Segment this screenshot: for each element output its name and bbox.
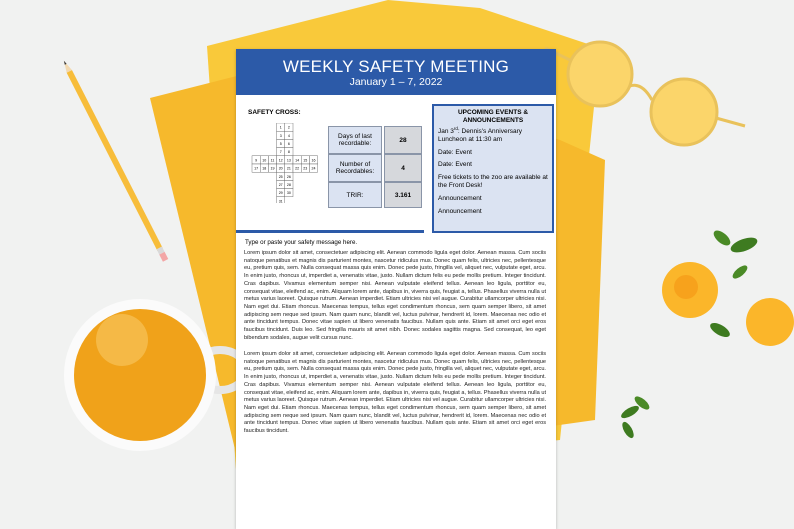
cross-day-number: 27 — [278, 182, 283, 187]
stat-label-days: Days of last recordable: — [328, 126, 382, 154]
event-date-2: Date: Event — [438, 161, 472, 168]
stat-value-recordables: 4 — [384, 154, 422, 182]
cross-day-number: 25 — [278, 174, 283, 179]
yellow-roses — [619, 228, 794, 440]
stat-label-recordables: Number of Recordables: — [328, 154, 382, 182]
cross-day-number: 23 — [303, 166, 308, 171]
cross-day-number: 3 — [279, 133, 282, 138]
cross-day-number: 19 — [270, 166, 275, 171]
cross-day-number: 4 — [287, 133, 290, 138]
page-title: WEEKLY SAFETY MEETING — [282, 57, 510, 76]
event-date-1: Date: Event — [438, 149, 472, 156]
message-paragraph-1: Lorem ipsum dolor sit amet, consectetuer adipiscing elit. Aenean commodo ligula eget dolor. Aenean massa. Cum sociis natoque penatibus et magnis dis parturient montes, nascetur ridiculus mus. Donec quam felis, ultricies nec, pellentesque eu, pretium quis, sem. Nulla consequat massa quis enim. Donec pede justo, fringilla vel, aliquet nec, vulputate eget, arcu. In enim justo, rhoncus ut, imperdiet a, venenatis vitae, justo. Nullam dictum felis eu pede mollis pretium. Integer tincidunt. Cras dapibus. Vivamus elementum semper nisi. Aenean vulputate eleifend tellus. Aenean leo ligula, porttitor eu, consequat vitae, eleifend ac, enim. Aliquam lorem ante, dapibus in, viverra quis, feugiat a, tellus. Phasellus viverra nulla ut metus varius laoreet. Quisque rutrum. Aenean imperdiet. Etiam ultricies nisi vel augue. Curabitur ullamcorper ultricies nisi. Nam eget dui. Etiam rhoncus. Maecenas tempus, tellus eget condimentum rhoncus, sem quam semper libero, sit amet adipiscing sem neque sed ipsum. Nam quam nunc, blandit vel, luctus pulvinar, hendrerit id, lorem. Maecenas nec odio et ante tincidunt tempus. Donec vitae sapien ut libero venenatis faucibus. Nullam quis ante. Etiam sit amet orci eget eros faucibus tincidunt. Duis leo. Sed fringilla mauris sit amet nibh. Donec sodales sagittis magna. Sed consequat, leo eget bibendum sodales, augue velit cursus nunc. — [244, 250, 546, 341]
event-jan: Jan 3rd: Dennis's Anniversary Luncheon at 11:30 am — [438, 125, 523, 143]
events-box — [432, 104, 554, 233]
cross-day-number: 29 — [278, 191, 283, 196]
stat-value-trir: 3.161 — [384, 182, 422, 208]
stat-value-days: 28 — [384, 126, 422, 154]
cross-day-number: 24 — [311, 166, 316, 171]
pencil — [61, 59, 168, 261]
cross-day-number: 30 — [286, 191, 291, 196]
cross-day-number: 20 — [278, 166, 283, 171]
cross-day-number: 9 — [255, 158, 258, 163]
cross-day-number: 18 — [262, 166, 267, 171]
cross-day-number: 31 — [278, 199, 283, 203]
cross-day-number: 15 — [303, 158, 308, 163]
stat-label-trir: TRIR: — [328, 182, 382, 208]
cross-day-number: 13 — [286, 158, 291, 163]
cross-day-number: 26 — [286, 174, 291, 179]
cross-day-number: 17 — [254, 166, 259, 171]
message-intro: Type or paste your safety message here. — [245, 239, 358, 246]
announcement-2: Announcement — [438, 208, 482, 215]
cross-day-number: 28 — [286, 182, 291, 187]
safety-cross-title: SAFETY CROSS: — [248, 109, 301, 116]
cross-day-number: 16 — [311, 158, 316, 163]
cross-day-number: 7 — [279, 150, 282, 155]
cross-day-number: 12 — [278, 158, 283, 163]
cross-day-number: 21 — [286, 166, 291, 171]
date-range: January 1 – 7, 2022 — [349, 76, 443, 88]
announcement-1: Announcement — [438, 195, 482, 202]
safety-cross-grid — [246, 123, 326, 203]
cross-day-number: 1 — [279, 125, 282, 130]
events-title: UPCOMING EVENTS & ANNOUNCEMENTS — [457, 109, 529, 124]
cross-day-number: 11 — [270, 158, 275, 163]
cross-day-number: 2 — [287, 125, 290, 130]
safety-meeting-page — [236, 49, 556, 529]
cross-day-number: 5 — [279, 141, 282, 146]
cross-day-number: 14 — [295, 158, 300, 163]
header-banner — [236, 49, 556, 95]
message-paragraph-2: Lorem ipsum dolor sit amet, consectetuer adipiscing elit. Aenean commodo ligula eget dolor. Aenean massa. Cum sociis natoque penatibus et magnis dis parturient montes, nascetur ridiculus mus. Donec quam felis, ultricies nec, pellentesque eu, pretium quis, sem. Nulla consequat massa quis enim. Donec pede justo, fringilla vel, aliquet nec, vulputate eget, arcu. In enim justo, rhoncus ut, imperdiet a, venenatis vitae, justo. Nullam dictum felis eu pede mollis pretium. Integer tincidunt. Cras dapibus. Vivamus elementum semper nisi. Aenean vulputate eleifend tellus. Aenean leo ligula, porttitor eu, consequat vitae, eleifend ac, enim. Aliquam lorem ante, dapibus in, viverra quis, feugiat a, tellus. Phasellus viverra nulla ut metus varius laoreet. Quisque rutrum. Aenean imperdiet. Etiam ultricies nisi vel augue. Curabitur ullamcorper ultricies nisi. Nam eget dui. Etiam rhoncus. Maecenas tempus, tellus eget condimentum rhoncus, sem quam semper libero, sit amet adipiscing sem neque sed ipsum. Nam quam nunc, blandit vel, luctus pulvinar, hendrerit id, lorem. Maecenas nec odio et ante tincidunt tempus. Donec vitae sapien ut libero venenatis faucibus. Nullam quis ante. Etiam sit amet orci eget eros faucibus tincidunt. — [244, 351, 546, 435]
cross-day-number: 6 — [287, 141, 290, 146]
event-zoo: Free tickets to the zoo are available at the Front Desk! — [438, 174, 548, 189]
cross-day-number: 22 — [295, 166, 300, 171]
cross-day-number: 8 — [287, 150, 290, 155]
section-divider — [236, 230, 424, 233]
cross-day-number: 10 — [262, 158, 267, 163]
